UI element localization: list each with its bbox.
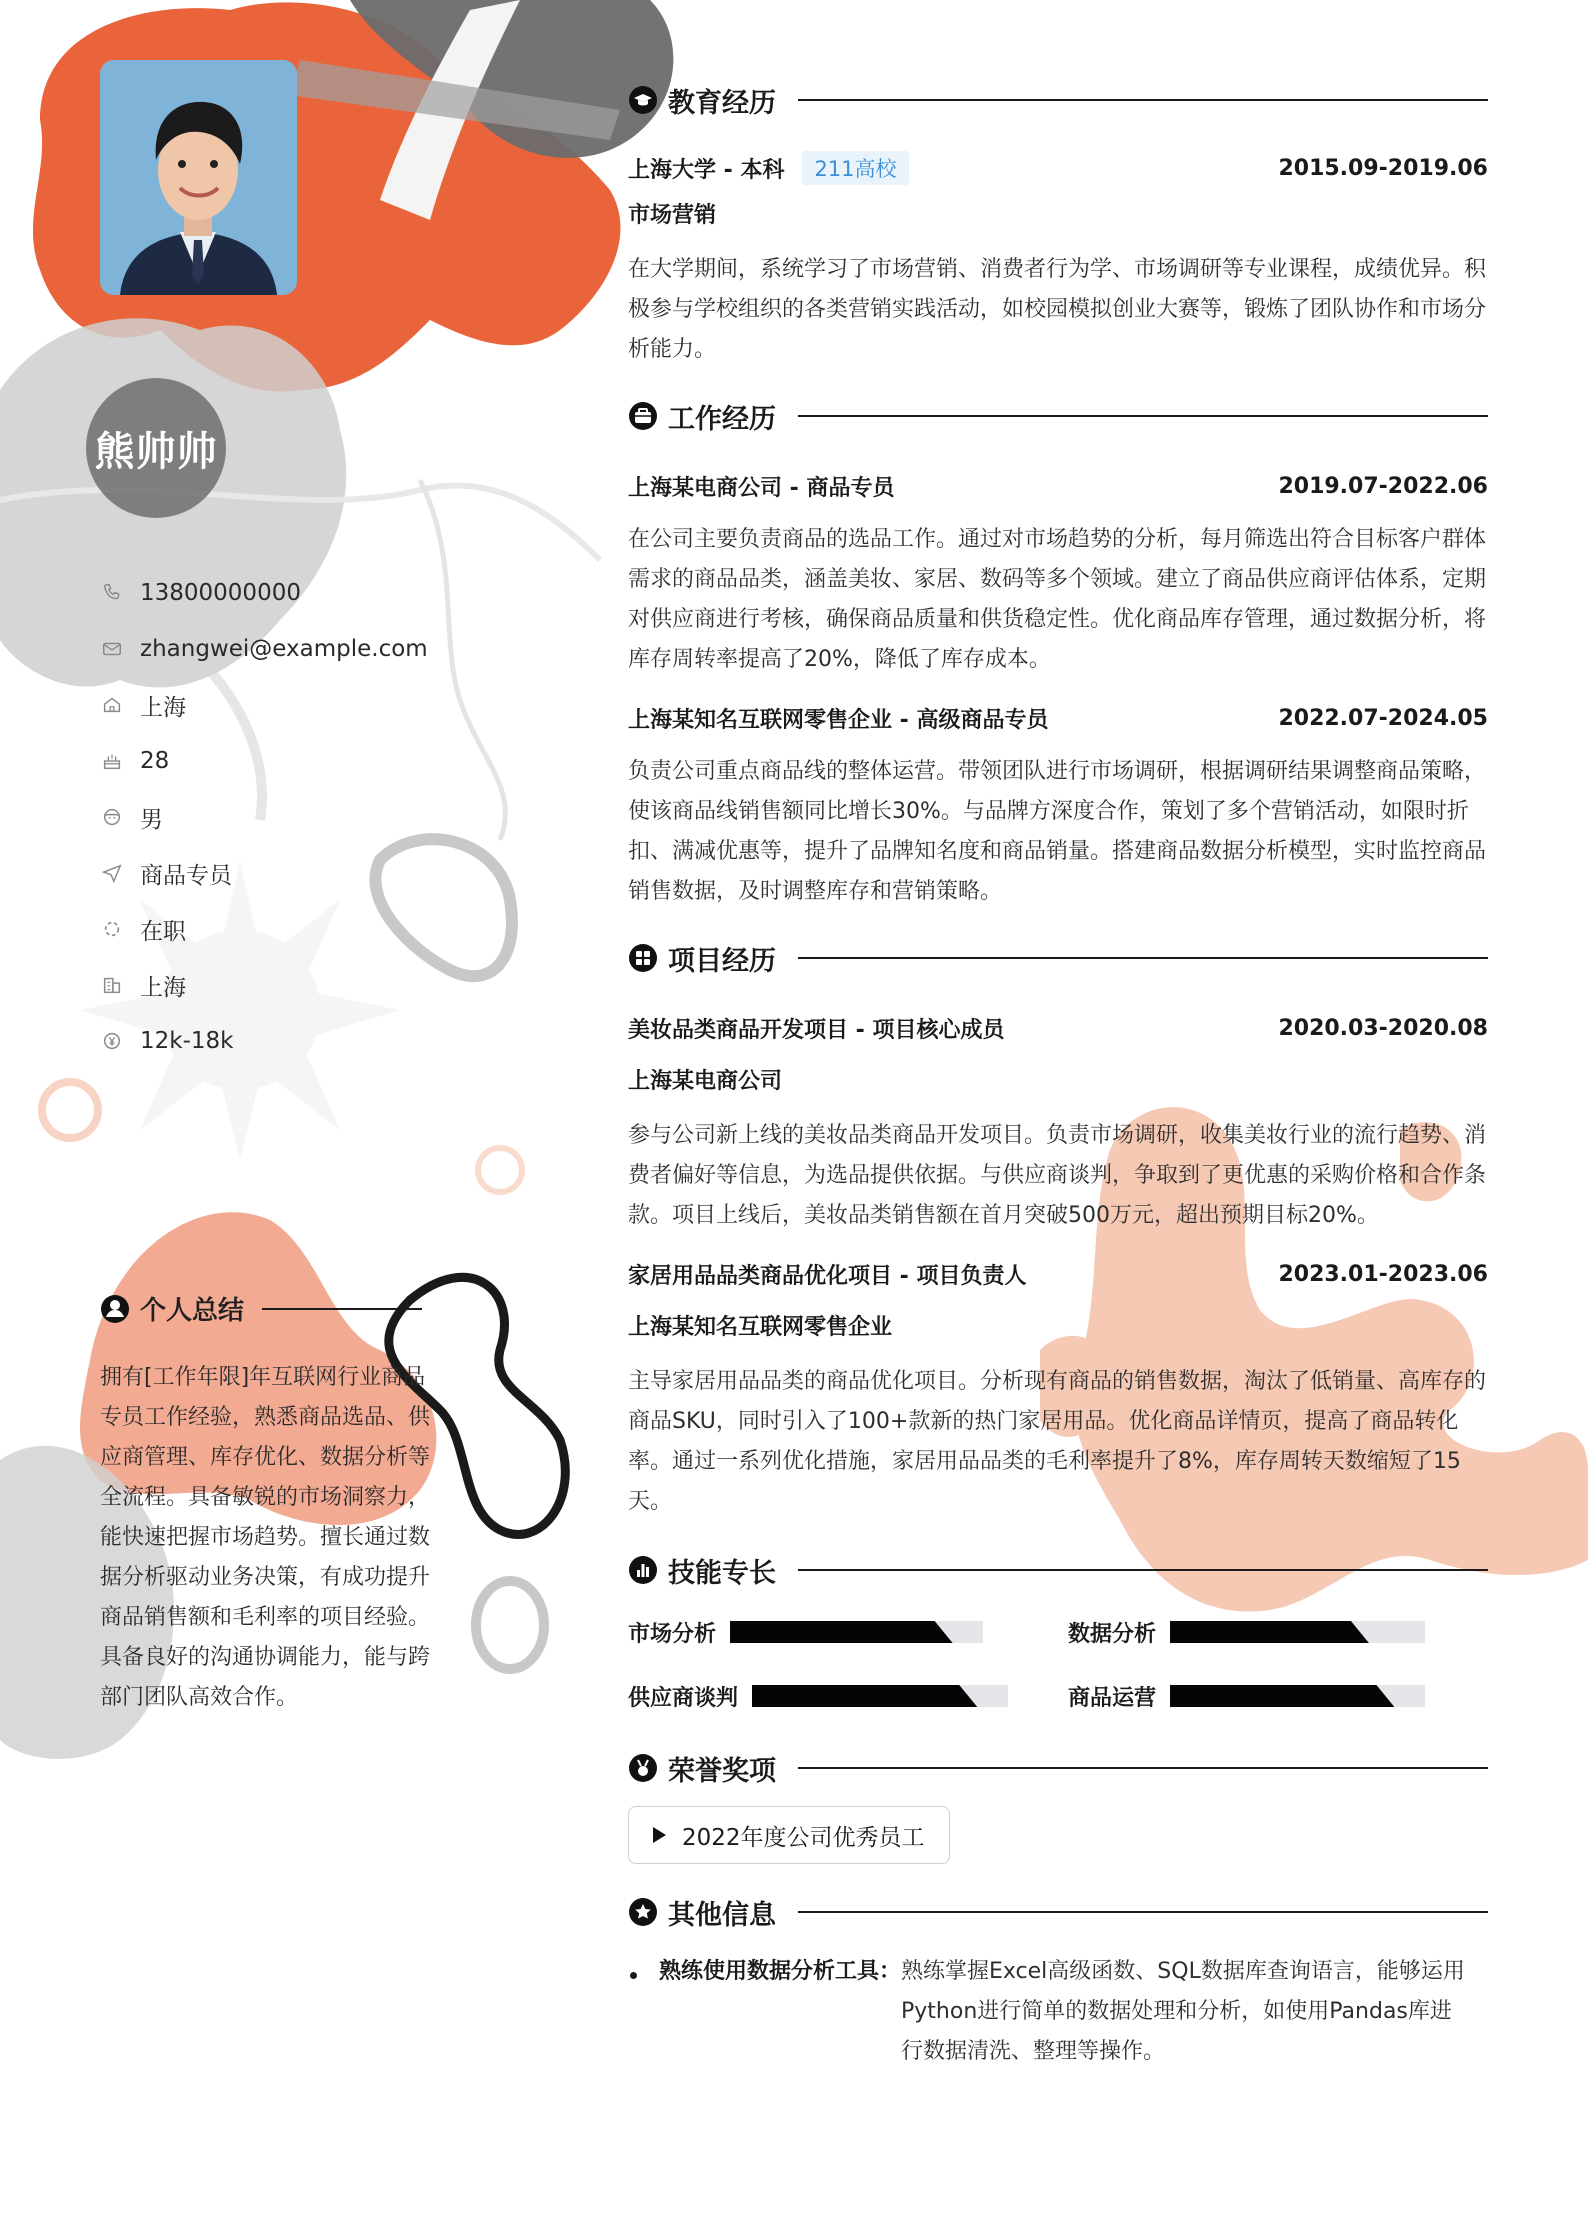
summary-text: 拥有[工作年限]年互联网行业商品专员工作经验，熟悉商品选品、供应商管理、库存优化、数据分析等全流程。具备敏锐的市场洞察力，能快速把握市场趋势。擅长通过数据分析驱动业务决策，有成功提升商品销售额和毛利率的项目经验。具备良好的沟通协调能力，能与跨部门团队高效合作。 xyxy=(100,1365,431,1710)
medal-icon xyxy=(628,1753,658,1783)
project-desc: 参与公司新上线的美妆品类商品开发项目。负责市场调研，收集美妆行业的流行趋势、消费者偏好等信息，为选品提供依据。与供应商谈判，争取到了更优惠的采购价格和合作条款。项目上线后，美妆品类销售额在首月突破500万元，超出预期目标20%。 xyxy=(628,1123,1487,1228)
salary-value: 12k-18k xyxy=(140,1028,234,1054)
education-desc: 在大学期间，系统学习了市场营销、消费者行为学、市场调研等专业课程，成绩优异。积极参与学校组织的各类营销实践活动，如校园模拟创业大赛等，锻炼了团队协作和市场分析能力。 xyxy=(628,257,1487,362)
work-company: 上海某电商公司 - 商品专员 xyxy=(628,475,895,501)
name-badge: 熊帅帅 xyxy=(86,378,226,518)
play-icon xyxy=(653,1827,666,1843)
project-period: 2023.01-2023.06 xyxy=(1278,1261,1488,1287)
skill-bar xyxy=(752,1685,1008,1707)
info-location xyxy=(100,677,428,733)
other-title: 其他信息 xyxy=(668,1899,776,1931)
project-name: 美妆品类商品开发项目 - 项目核心成员 xyxy=(628,1017,1005,1043)
summary-title: 个人总结 xyxy=(140,1296,245,1326)
skill-bar-fill xyxy=(752,1685,977,1707)
info-gender xyxy=(100,789,428,845)
graduation-cap-icon xyxy=(628,85,658,115)
home-icon xyxy=(100,693,124,717)
skills-title: 技能专长 xyxy=(668,1557,776,1589)
education-major: 市场营销 xyxy=(628,203,717,228)
education-title: 教育经历 xyxy=(668,87,776,119)
position-value: 商品专员 xyxy=(140,862,232,889)
other-heading xyxy=(628,1890,1488,1934)
info-phone xyxy=(100,565,428,621)
work-desc: 在公司主要负责商品的选品工作。通过对市场趋势的分析，每月筛选出符合目标客户群体需求的商品品类，涵盖美妆、家居、数码等多个领域。建立了商品供应商评估体系，定期对供应商进行考核，确保商品质量和供货稳定性。优化商品库存管理，通过数据分析，将库存周转率提高了20%，降低了库存成本。 xyxy=(628,527,1487,672)
education-school: 上海大学 - 本科 xyxy=(628,157,785,183)
awards-heading xyxy=(628,1746,1488,1790)
work-entry-head xyxy=(628,698,1488,738)
work-period: 2019.07-2022.06 xyxy=(1278,473,1488,499)
skill-bar-fill xyxy=(730,1621,953,1643)
projects-divider xyxy=(798,957,1488,959)
location-value: 上海 xyxy=(140,694,186,721)
work-entry-head xyxy=(628,466,1488,506)
project-period: 2020.03-2020.08 xyxy=(1278,1015,1488,1041)
skill-label: 数据分析 xyxy=(1068,1621,1157,1647)
work-desc: 负责公司重点商品线的整体运营。带领团队进行市场调研，根据调研结果调整商品策略，使该商品线销售额同比增长30%。与品牌方深度合作，策划了多个营销活动，如限时折扣、满减优惠等，提升了品牌知名度和商品销量。搭建商品数据分析模型，实时监控商品销售数据，及时调整库存和营销策略。 xyxy=(628,759,1487,904)
award-label: 2022年度公司优秀员工 xyxy=(682,1824,925,1851)
email-value: zhangwei@example.com xyxy=(140,636,428,662)
project-name: 家居用品品类商品优化项目 - 项目负责人 xyxy=(628,1263,1027,1289)
skill-bar xyxy=(730,1621,983,1643)
skill-item xyxy=(628,1676,1068,1716)
phone-icon xyxy=(100,581,124,605)
contact-info-list xyxy=(100,565,428,1069)
education-period: 2015.09-2019.06 xyxy=(1278,155,1488,181)
skill-item xyxy=(628,1612,1068,1652)
info-email xyxy=(100,621,428,677)
info-salary xyxy=(100,1013,428,1069)
summary-divider xyxy=(262,1308,422,1310)
skills-heading xyxy=(628,1548,1488,1592)
main-content xyxy=(628,78,1488,2072)
education-heading xyxy=(628,78,1488,122)
skill-item xyxy=(1068,1612,1488,1652)
grid-icon xyxy=(628,943,658,973)
briefcase-icon xyxy=(628,401,658,431)
info-position xyxy=(100,845,428,901)
info-status xyxy=(100,901,428,957)
skill-label: 市场分析 xyxy=(628,1621,717,1647)
project-company: 上海某知名互联网零售企业 xyxy=(628,1315,893,1340)
awards-title: 荣誉奖项 xyxy=(668,1755,776,1787)
yen-icon xyxy=(100,1029,124,1053)
work-period: 2022.07-2024.05 xyxy=(1278,705,1488,731)
user-icon xyxy=(100,1294,130,1324)
skill-label: 供应商谈判 xyxy=(628,1685,739,1711)
other-divider xyxy=(798,1911,1488,1913)
skill-bar-fill xyxy=(1170,1685,1394,1707)
other-item-value: 熟练掌握Excel高级函数、SQL数据库查询语言，能够运用Python进行简单的数据处理和分析，如使用Pandas库进行数据清洗、整理等操作。 xyxy=(901,1959,1465,2064)
star-badge-icon xyxy=(628,1897,658,1927)
project-desc: 主导家居用品品类的商品优化项目。分析现有商品的销售数据，淘汰了低销量、高库存的商品SKU，同时引入了100+款新的热门家居用品。优化商品详情页，提高了商品转化率。通过一系列优化措施，家居用品品类的毛利率提升了8%，库存周转天数缩短了15天。 xyxy=(628,1369,1487,1514)
bullet-icon xyxy=(630,1972,637,1979)
profile-photo xyxy=(100,60,297,295)
info-age xyxy=(100,733,428,789)
award-item xyxy=(628,1806,950,1864)
skills-grid xyxy=(628,1612,1488,1716)
skills-divider xyxy=(798,1569,1488,1571)
face-icon xyxy=(100,805,124,829)
projects-title: 项目经历 xyxy=(668,945,776,977)
status-value: 在职 xyxy=(140,918,186,945)
phone-value: 13800000000 xyxy=(140,580,301,606)
work-title: 工作经历 xyxy=(668,403,776,435)
project-entry-head xyxy=(628,1008,1488,1048)
loading-icon xyxy=(100,917,124,941)
target-city-value: 上海 xyxy=(140,974,186,1001)
skill-bar xyxy=(1170,1621,1425,1643)
projects-heading xyxy=(628,936,1488,980)
work-company: 上海某知名互联网零售企业 - 高级商品专员 xyxy=(628,707,1049,733)
other-list-item xyxy=(628,1952,1488,2072)
skill-label: 商品运营 xyxy=(1068,1685,1157,1711)
building-icon xyxy=(100,973,124,997)
age-value: 28 xyxy=(140,748,170,774)
info-target-city xyxy=(100,957,428,1013)
education-entry-head xyxy=(628,148,1488,188)
bar-chart-icon xyxy=(628,1555,658,1585)
project-entry-head xyxy=(628,1254,1488,1294)
education-divider xyxy=(798,99,1488,101)
mail-icon xyxy=(100,637,124,661)
skill-bar-fill xyxy=(1170,1621,1369,1643)
work-divider xyxy=(798,415,1488,417)
skill-item xyxy=(1068,1676,1488,1716)
summary-heading xyxy=(100,1290,422,1327)
work-heading xyxy=(628,394,1488,438)
cake-icon xyxy=(100,749,124,773)
skill-bar xyxy=(1170,1685,1425,1707)
other-item-key: 熟练使用数据分析工具： xyxy=(659,1959,902,1984)
project-company: 上海某电商公司 xyxy=(628,1069,783,1094)
awards-divider xyxy=(798,1767,1488,1769)
gender-value: 男 xyxy=(140,806,163,833)
send-icon xyxy=(100,861,124,885)
school-tag: 211高校 xyxy=(802,151,908,185)
